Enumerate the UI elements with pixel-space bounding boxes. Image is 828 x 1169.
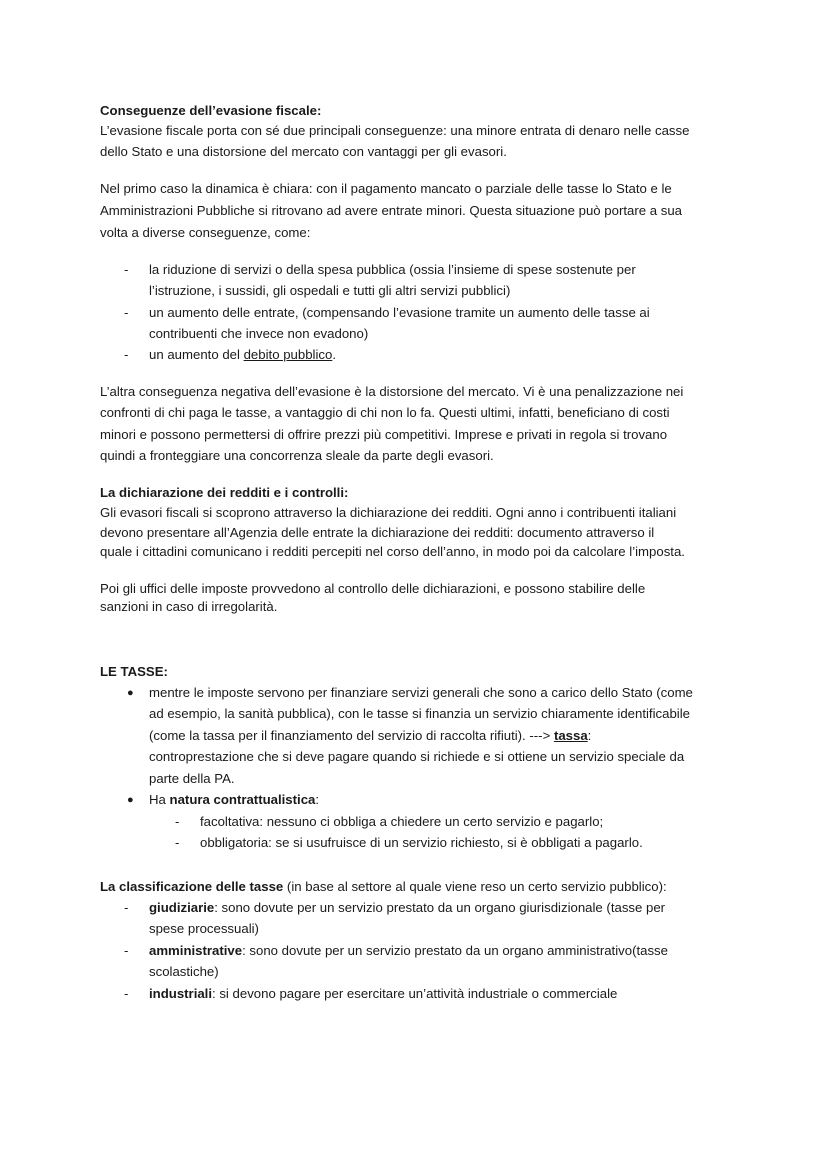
section-heading: LE TASSE: bbox=[100, 664, 168, 679]
dash-bullet: - bbox=[124, 943, 129, 958]
text: un aumento del bbox=[149, 347, 244, 362]
list-item-cont: l’istruzione, i sussidi, gli ospedali e tutti gli altri servizi pubblici) bbox=[149, 283, 511, 298]
tassa-term: tassa bbox=[553, 728, 588, 743]
text: : bbox=[587, 728, 592, 743]
paragraph-line: Amministrazioni Pubbliche si ritrovano ad avere entrate minori. Questa situazione può portare a sua bbox=[100, 203, 683, 218]
list-item bbox=[149, 984, 617, 1004]
dash-bullet: - bbox=[124, 347, 129, 362]
paragraph-line: confronti di chi paga le tasse, a vantaggio di chi non lo fa. Questi ultimi, infatti, beneficiano di costi bbox=[100, 405, 670, 420]
list-item-cont: parte della PA. bbox=[149, 771, 235, 786]
list-item-cont bbox=[149, 726, 591, 746]
debito-pubblico-link[interactable]: debito pubblico bbox=[243, 347, 333, 362]
list-item bbox=[149, 941, 668, 961]
dash-bullet: - bbox=[124, 305, 129, 320]
paragraph-line: quale i cittadini comunicano i redditi percepiti nel corso dell’anno, in modo poi da calcolare l’imposta. bbox=[100, 544, 685, 559]
list-item bbox=[149, 345, 336, 365]
paragraph-line: Nel primo caso la dinamica è chiara: con il pagamento mancato o parziale delle tasse lo Stato e le bbox=[100, 181, 672, 196]
section-heading bbox=[100, 877, 667, 897]
text: (come la tassa per il finanziamento del servizio di raccolta rifiuti). ---> bbox=[149, 728, 554, 743]
section-heading: La dichiarazione dei redditi e i controlli: bbox=[100, 485, 349, 500]
paragraph-line: volta a diverse conseguenze, come: bbox=[100, 225, 311, 240]
list-item bbox=[149, 790, 319, 810]
text: : si devono pagare per esercitare un’attività industriale o commerciale bbox=[212, 986, 618, 1001]
paragraph-line: Poi gli uffici delle imposte provvedono al controllo delle dichiarazioni, e possono stabilire delle bbox=[100, 581, 646, 596]
dash-bullet: - bbox=[124, 900, 129, 915]
heading-rest: (in base al settore al quale viene reso un certo servizio pubblico): bbox=[283, 879, 667, 894]
bold-term: natura contrattualistica bbox=[169, 792, 316, 807]
section-heading: Conseguenze dell’evasione fiscale: bbox=[100, 103, 322, 118]
list-item-cont: scolastiche) bbox=[149, 964, 219, 979]
text: : sono dovute per un servizio prestato da un organo giurisdizionale (tasse per bbox=[214, 900, 666, 915]
paragraph-line: Gli evasori fiscali si scoprono attraverso la dichiarazione dei redditi. Ogni anno i contribuenti italiani bbox=[100, 505, 677, 520]
paragraph-line: minori e possono permettersi di offrire prezzi più competitivi. Imprese e privati in regola si trovano bbox=[100, 427, 668, 442]
term: amministrative bbox=[149, 943, 243, 958]
sub-list-item: obbligatoria: se si usufruisce di un servizio richiesto, si è obbligati a pagarlo. bbox=[200, 835, 643, 850]
paragraph-line: L’altra conseguenza negativa dell’evasione è la distorsione del mercato. Vi è una penalizzazione nei bbox=[100, 384, 684, 399]
term: giudiziarie bbox=[149, 900, 215, 915]
paragraph-line: devono presentare all’Agenzia delle entrate la dichiarazione dei redditi: documento attraverso il bbox=[100, 525, 655, 540]
bullet-dot: ● bbox=[127, 687, 134, 699]
text: : sono dovute per un servizio prestato da un organo amministrativo(tasse bbox=[242, 943, 668, 958]
list-item: mentre le imposte servono per finanziare servizi generali che sono a carico dello Stato (come bbox=[149, 685, 693, 700]
text: . bbox=[332, 347, 336, 362]
list-item: la riduzione di servizi o della spesa pubblica (ossia l’insieme di spese sostenute per bbox=[149, 262, 636, 277]
heading-bold: La classificazione delle tasse bbox=[100, 879, 284, 894]
list-item-cont: contribuenti che invece non evadono) bbox=[149, 326, 369, 341]
list-item-cont: ad esempio, la sanità pubblica), con le tasse si finanzia un servizio chiaramente identificabile bbox=[149, 706, 690, 721]
paragraph-line: sanzioni in caso di irregolarità. bbox=[100, 599, 278, 614]
sub-list-item: facoltativa: nessuno ci obbliga a chiedere un certo servizio e pagarlo; bbox=[200, 814, 604, 829]
dash-bullet: - bbox=[124, 262, 129, 277]
dash-bullet: - bbox=[175, 814, 180, 829]
list-item bbox=[149, 898, 665, 918]
term: industriali bbox=[149, 986, 213, 1001]
list-item: un aumento delle entrate, (compensando l’evasione tramite un aumento delle tasse ai bbox=[149, 305, 650, 320]
list-item-cont: spese processuali) bbox=[149, 921, 259, 936]
bullet-dot: ● bbox=[127, 794, 134, 806]
text: Ha bbox=[149, 792, 170, 807]
paragraph-line: quindi a fronteggiare una concorrenza sleale da parte degli evasori. bbox=[100, 448, 494, 463]
dash-bullet: - bbox=[175, 835, 180, 850]
dash-bullet: - bbox=[124, 986, 129, 1001]
paragraph-line: dello Stato e una distorsione del mercato con vantaggi per gli evasori. bbox=[100, 144, 507, 159]
text: : bbox=[315, 792, 320, 807]
paragraph-line: L’evasione fiscale porta con sé due principali conseguenze: una minore entrata di denaro nelle casse bbox=[100, 123, 690, 138]
list-item-cont: controprestazione che si deve pagare quando si richiede e si ottiene un servizio speciale da bbox=[149, 749, 685, 764]
